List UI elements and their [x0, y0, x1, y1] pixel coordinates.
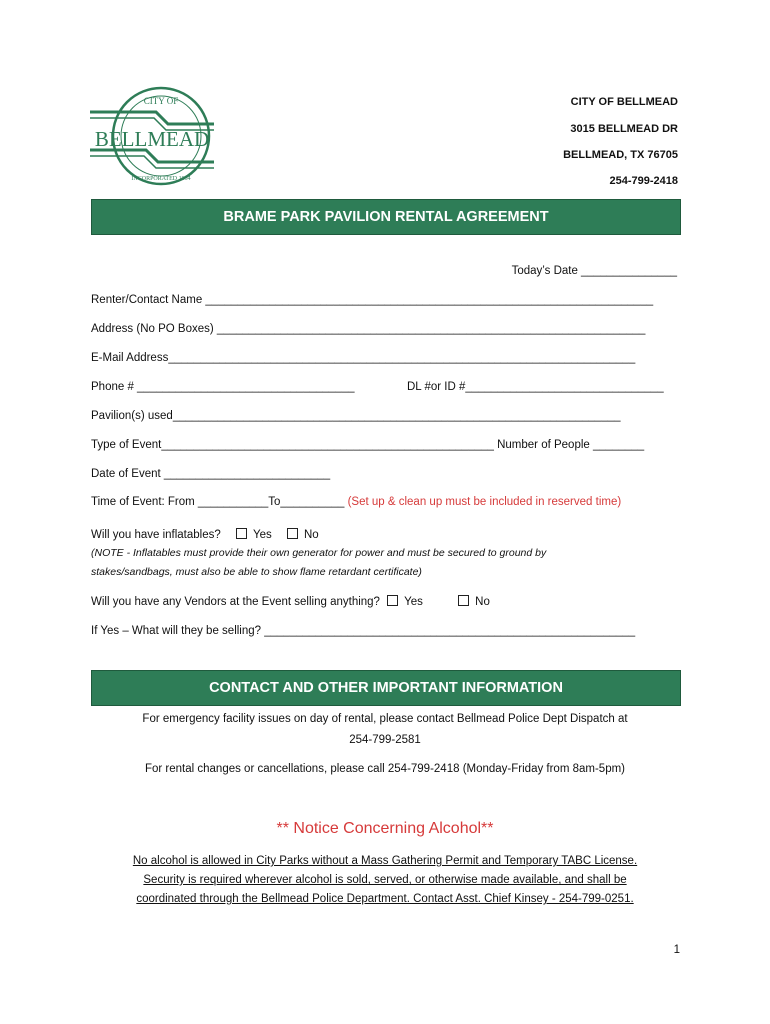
- inflatables-no-checkbox[interactable]: [287, 528, 298, 539]
- event-time-row: [91, 496, 679, 508]
- vendors-yes-checkbox[interactable]: [387, 595, 398, 606]
- alcohol-notice-line-1: No alcohol is allowed in City Parks without a Mass Gathering Permit and Temporary TABC License.: [132, 855, 638, 867]
- address-phone: 254-799-2418: [609, 175, 678, 187]
- vendors-no-label: No: [475, 596, 490, 608]
- phone-field[interactable]: Phone # __________________________________: [91, 381, 355, 393]
- inflatables-yes-checkbox[interactable]: [236, 528, 247, 539]
- address-field[interactable]: Address (No PO Boxes) ___________________________________________________________________: [91, 323, 646, 335]
- vendors-row: [91, 595, 679, 608]
- alcohol-notice-title: ** Notice Concerning Alcohol**: [276, 820, 494, 837]
- logo-bottom-text: INCORPORATED 1954: [131, 176, 191, 182]
- inflatables-question: Will you have inflatables?: [91, 529, 221, 541]
- page-number: 1: [673, 944, 680, 956]
- inflatables-row: [91, 528, 679, 541]
- event-time-field[interactable]: Time of Event: From ___________To__________: [91, 496, 348, 508]
- inflatables-note-line-1: (NOTE - Inflatables must provide their own generator for power and must be secured to ground by: [91, 547, 547, 559]
- vendors-no-checkbox[interactable]: [458, 595, 469, 606]
- pavilion-field[interactable]: Pavilion(s) used______________________________________________________________________: [91, 410, 621, 422]
- inflatables-yes-label: Yes: [252, 529, 272, 541]
- address-line-2: 3015 BELLMEAD DR: [570, 123, 678, 135]
- logo-name: BELLMEAD: [94, 127, 210, 151]
- alcohol-notice-line-3: coordinated through the Bellmead Police Department. Contact Asst. Chief Kinsey - 254-799-0251.: [136, 893, 634, 905]
- vendors-question: Will you have any Vendors at the Event selling anything?: [91, 596, 380, 608]
- inflatables-note-line-2: stakes/sandbags, must also be able to show flame retardant certificate): [91, 566, 422, 578]
- event-time-note: (Set up & clean up must be included in reserved time): [347, 496, 622, 508]
- renter-name-field[interactable]: Renter/Contact Name ______________________________________________________________________: [91, 294, 654, 306]
- dispatch-phone: 254-799-2581: [349, 734, 421, 746]
- event-date-field[interactable]: Date of Event __________________________: [91, 468, 331, 480]
- inflatables-no-label: No: [303, 529, 319, 541]
- event-type-field[interactable]: Type of Event____________________________________________________ Number of People ________: [91, 439, 645, 451]
- todays-date-field[interactable]: Today’s Date _______________: [511, 265, 677, 277]
- emergency-contact-line: For emergency facility issues on day of rental, please contact Bellmead Police Dept Dispatch at: [142, 713, 628, 725]
- address-line-1: CITY OF BELLMEAD: [570, 96, 678, 108]
- selling-field[interactable]: If Yes – What will they be selling? __________________________________________________________: [91, 625, 636, 637]
- title-banner: BRAME PARK PAVILION RENTAL AGREEMENT: [91, 199, 681, 235]
- city-logo: [86, 84, 216, 189]
- vendors-yes-label: Yes: [404, 596, 423, 608]
- email-field[interactable]: E-Mail Address_________________________________________________________________________: [91, 352, 636, 364]
- alcohol-notice-line-2: Security is required wherever alcohol is sold, served, or otherwise made available, and shall be: [143, 874, 627, 886]
- rental-changes-line: For rental changes or cancellations, please call 254-799-2418 (Monday-Friday from 8am-5pm): [144, 763, 626, 775]
- contact-banner: CONTACT AND OTHER IMPORTANT INFORMATION: [91, 670, 681, 706]
- logo-top-text: CITY OF: [143, 96, 179, 106]
- address-line-3: BELLMEAD, TX 76705: [563, 149, 678, 161]
- dl-id-field[interactable]: DL #or ID #_______________________________: [407, 381, 664, 393]
